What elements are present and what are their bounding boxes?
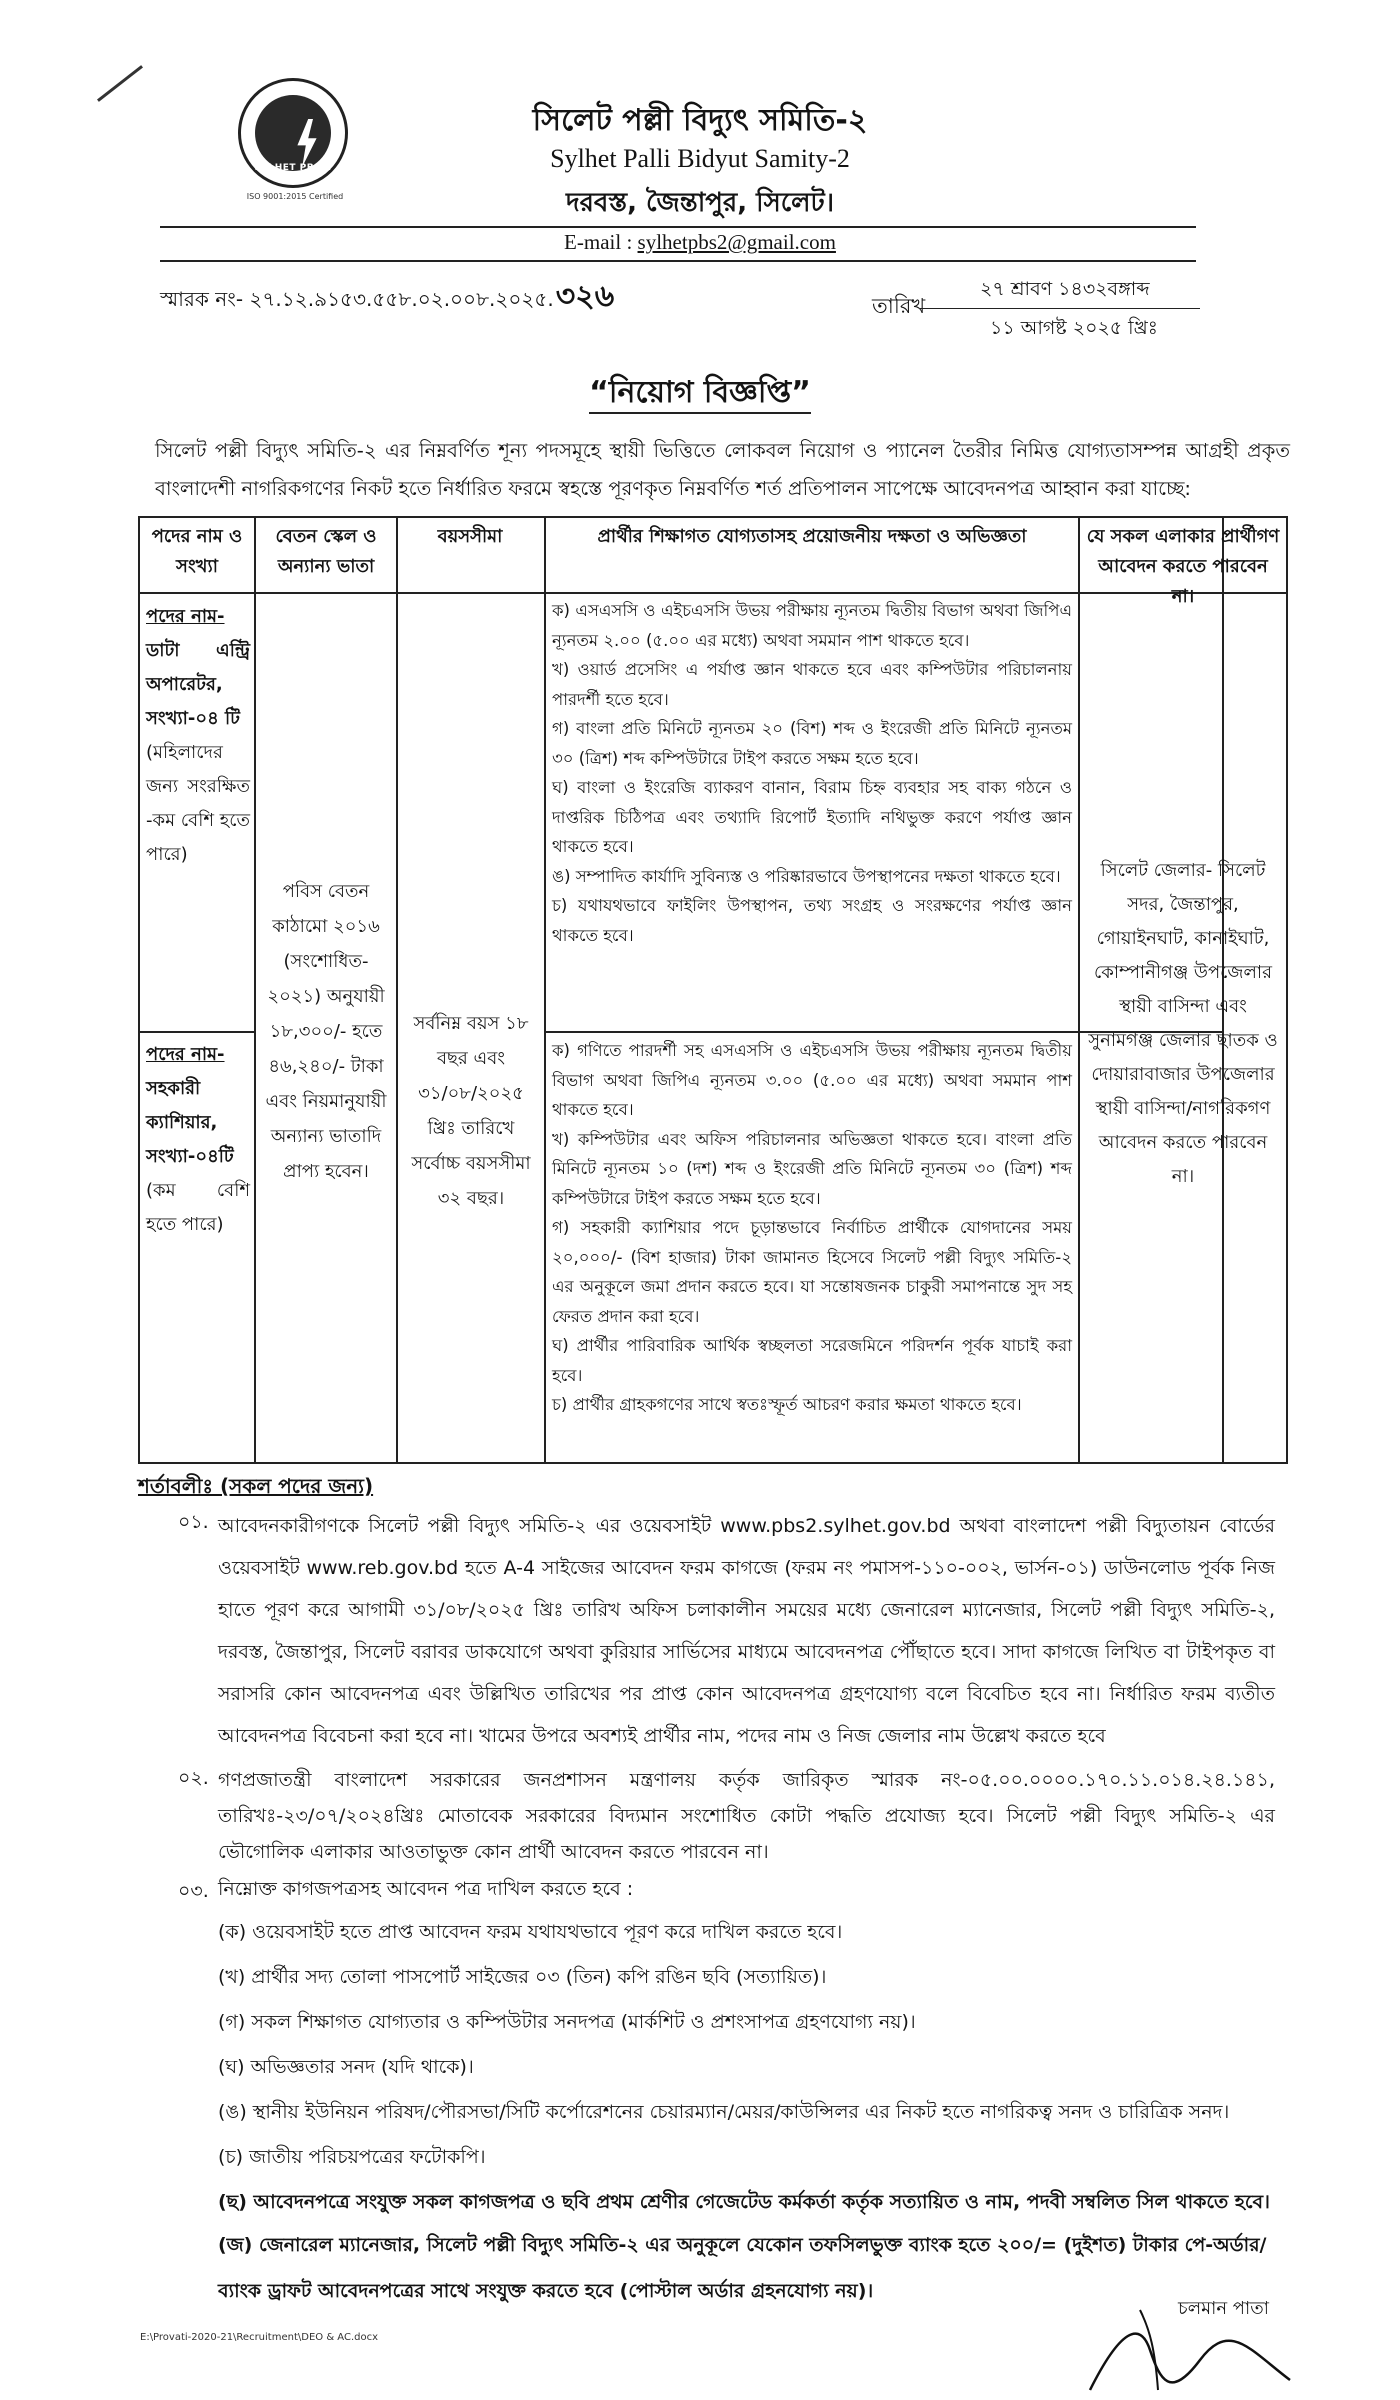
document-item: (চ) জাতীয় পরিচয়পত্রের ফটোকপি। — [218, 2146, 486, 2168]
intro-paragraph: সিলেট পল্লী বিদ্যুৎ সমিতি-২ এর নিম্নবর্ণিত শূন্য পদসমূহে স্থায়ী ভিত্তিতে লোকবল নিয়োগ ও প্যানেল তৈরীর নিমিত্ত যোগ্যতাসম্পন্ন আগ্রহী প্রকৃত বাংলাদেশী নাগরিকগণের নিকট হতে নির্ধারিত ফরমে স্বহস্তে পূরণকৃত নিম্নবর্ণিত শর্ত প্রতিপালন সাপেক্ষে আবেদনপত্র আহ্বান করা যাচ্ছে: — [155, 439, 1290, 500]
condition-text: নিম্নোক্ত কাগজপত্রসহ আবেদন পত্র দাখিল করতে হবে : — [218, 1878, 634, 1900]
post-count: সংখ্যা-০৪ টি — [146, 708, 240, 729]
document-item: (ছ) আবেদনপত্রে সংযুক্ত সকল কাগজপত্র ও ছবি প্রথম শ্রেণীর গেজেটেড কর্মকর্তা কর্তৃক সত্যায়িত ও নাম, পদবী সম্বলিত সিল থাকতে হবে। — [218, 2191, 1270, 2213]
table-border-left — [138, 516, 140, 1464]
requirement-item: ক) এসএসসি ও এইচএসসি উভয় পরীক্ষায় ন্যূনতম দ্বিতীয় বিভাগ অথবা জিপিএ ন্যূনতম ২.০০ (৫.০০ এর মধ্যে) অথবা সমমান পাশ থাকতে হবে। — [552, 601, 1072, 650]
email-line — [0, 230, 1400, 255]
header-divider-bottom — [160, 260, 1196, 262]
document-item: (গ) সকল শিক্ষাগত যোগ্যতার ও কম্পিউটার সনদপত্র (মার্কশিট ও প্রশংসাপত্র গ্রহণযোগ্য নয়)। — [218, 2011, 916, 2033]
requirements-data-entry — [552, 596, 1072, 950]
post-row-divider — [138, 1031, 254, 1033]
conditions-heading — [138, 1472, 373, 1505]
org-address: দরবস্ত, জৈন্তাপুর, সিলেট। — [565, 188, 835, 218]
header-salary: বেতন স্কেল ও অন্যান্য ভাতা — [275, 526, 377, 577]
post-name: সহকারী ক্যাশিয়ার, — [146, 1078, 218, 1133]
condition-number: ০৩. — [178, 1880, 209, 1902]
requirement-item: ঘ) প্রার্থীর পারিবারিক আর্থিক স্বচ্ছলতা সরেজমিনে পরিদর্শন পূর্বক যাচাই করা হবে। — [552, 1336, 1072, 1385]
header-post: পদের নাম ও সংখ্যা — [151, 526, 243, 577]
vacancy-table — [138, 516, 1288, 1464]
logo-text: SYLHET PBS 2 — [254, 163, 332, 173]
post-count: সংখ্যা-০৪টি — [146, 1146, 234, 1167]
condition-text: আবেদনকারীগণকে সিলেট পল্লী বিদ্যুৎ সমিতি-২ এর ওয়েবসাইট www.pbs2.sylhet.gov.bd অথবা বাংলাদেশ পল্লী বিদ্যুতায়ন বোর্ডের ওয়েবসাইট www.reb.gov.bd হতে A-4 সাইজের আবেদন ফরম কাগজে (ফরম নং পমাসপ-১১০-০০২, ভার্সন-০১) ডাউনলোড পূর্বক নিজ হাতে পূরণ করে আগামী ৩১/০৮/২০২৫ খ্রিঃ তারিখ অফিস চলাকালীন সময়ের মধ্যে জেনারেল ম্যানেজার, সিলেট পল্লী বিদ্যুৎ সমিতি-২, দরবস্ত, জৈন্তাপুর, সিলেট বরাবর ডাকযোগে অথবা কুরিয়ার সার্ভিসের মাধ্যমে আবেদনপত্র পৌঁছাতে হবে। সাদা কাগজে লিখিত বা টাইপকৃত বা সরাসরি কোন আবেদনপত্র এবং উল্লিখিত তারিখের পর প্রাপ্ত কোন আবেদনপত্র গ্রহণযোগ্য বলে বিবেচিত হবে না। নির্ধারিত ফরম ব্যতীত আবেদনপত্র বিবেচনা করা হবে না। খামের উপরে অবশ্যই প্রার্থীর নাম, পদের নাম ও নিজ জেলার নাম উল্লেখ করতে হবে — [218, 1515, 1275, 1747]
condition-number: ০১. — [178, 1511, 209, 1533]
post-note: (কম বেশি হতে পারে) — [146, 1180, 250, 1235]
condition-text: গণপ্রজাতন্ত্রী বাংলাদেশ সরকারের জনপ্রশাসন মন্ত্রণালয় কর্তৃক জারিকৃত স্মারক নং-০৫.০০.০০০০.১৭০.১১.০১৪.২৪.১৪১, তারিখঃ-২৩/০৭/২০২৪খ্রিঃ মোতাবেক সরকারের বিদ্যমান সংশোধিত কোটা পদ্ধতি প্রযোজ্য হবে। সিলেট পল্লী বিদ্যুৎ সমিতি-২ এর ভৌগোলিক এলাকার আওতাভুক্ত কোন প্রার্থী আবেদন করতে পারবেন না। — [218, 1769, 1275, 1863]
table-border-bottom — [138, 1462, 1288, 1464]
excluded-area-cell: সিলেট জেলার- সিলেট সদর, জৈন্তাপুর, গোয়াইনঘাট, কানাইঘাট, কোম্পানীগঞ্জ উপজেলার স্থায়ী বাসিন্দা এবং সুনামগঞ্জ জেলার ছাতক ও দোয়ারাবাজার উপজেলার স্থায়ী বাসিন্দা/নাগরিকগণ আবেদন করতে পারবেন না। — [1088, 860, 1278, 1187]
requirement-item: ক) গণিতে পারদর্শী সহ এসএসসি ও এইচএসসি উভয় পরীক্ষায় ন্যূনতম দ্বিতীয় বিভাগ অথবা জিপিএ ন্যূনতম ৩.০০ (৫.০০ এর মধ্যে) অথবা সমমান পাশ থাকতে হবে। — [552, 1041, 1072, 1119]
org-name-english: Sylhet Palli Bidyut Samity-2 — [550, 144, 850, 173]
salary-cell: পবিস বেতন কাঠামো ২০১৬ (সংশোধিত- ২০২১) অনুযায়ী ১৮,৩০০/- হতে ৪৬,২৪০/- টাকা এবং নিয়মানুযায়ী অন্যান্য ভাতাদি প্রাপ্য হবেন। — [265, 881, 387, 1182]
requirement-item: গ) সহকারী ক্যাশিয়ার পদে চূড়ান্তভাবে নির্বাচিত প্রার্থীকে যোগদানের সময় ২০,০০০/- (বিশ হাজার) টাকা জামানত হিসেবে সিলেট পল্লী বিদ্যুৎ সমিতি-২ এর অনুকূলে জমা প্রদান করতে হবে। যা সন্তোষজনক চাকুরী সমাপনান্তে সুদ সহ ফেরত প্রদান করা হবে। — [552, 1218, 1072, 1326]
document-item: (ঘ) অভিজ্ঞতার সনদ (যদি থাকে)। — [218, 2056, 474, 2078]
file-path: E:\Provati-2020-21\Recruitment\DEO & AC.docx — [140, 2332, 378, 2343]
header-excluded-area: যে সকল এলাকার প্রার্থীগণ আবেদন করতে পারবেন না। — [1086, 526, 1280, 607]
org-name-bangla: সিলেট পল্লী বিদ্যুৎ সমিতি-২ — [532, 103, 868, 138]
requirement-item: চ) প্রার্থীর গ্রাহকগণের সাথে স্বতঃস্ফূর্ত আচরণ করার ক্ষমতা থাকতে হবে। — [552, 1395, 1022, 1414]
requirement-item: চ) যথাযথভাবে ফাইলিং উপস্থাপন, তথ্য সংগ্রহ ও সংরক্ষণের পর্যাপ্ত জ্ঞান থাকতে হবে। — [552, 896, 1072, 945]
col-divider-2 — [396, 516, 398, 1464]
post-cell-data-entry — [146, 600, 250, 872]
conditions-heading-text: শর্তাবলীঃ (সকল পদের জন্য) — [138, 1474, 374, 1498]
condition-number: ০২. — [178, 1767, 209, 1789]
memo-handwritten-number: ৩২৬ — [555, 279, 615, 314]
email-label: E-mail : — [564, 230, 638, 254]
post-cell-assistant-cashier — [146, 1038, 250, 1242]
requirements-assistant-cashier — [552, 1036, 1072, 1420]
continued-page-note: চলমান পাতা — [1178, 2298, 1269, 2319]
post-label: পদের নাম- — [146, 1044, 225, 1065]
requirement-item: ঘ) বাংলা ও ইংরেজি ব্যাকরণ বানান, বিরাম চিহ্ন ব্যবহার সহ বাক্য গঠনে ও দাপ্তরিক চিঠিপত্র এবং তথ্যাদি রিপোর্ট ইত্যাদি নথিভুক্ত করণে পর্যাপ্ত জ্ঞান থাকতে হবে। — [552, 778, 1072, 856]
table-border-top — [138, 516, 1288, 518]
date-divider — [920, 308, 1200, 309]
email-link[interactable]: sylhetpbs2@gmail.com — [637, 230, 836, 254]
post-name: ডাটা এন্ট্রি অপারেটর, — [146, 640, 250, 695]
document-item: (জ) জেনারেল ম্যানেজার, সিলেট পল্লী বিদ্যুৎ সমিতি-২ এর অনুকূলে যেকোন তফসিলভুক্ত ব্যাংক হতে ২০০/= (দুইশত) টাকার পে-অর্ডার/ব্যাংক ড্রাফট আবেদনপত্রের সাথে সংযুক্ত করতে হবে (পোস্টাল অর্ডার গ্রহনযোগ্য নয়)। — [218, 2234, 1267, 2302]
document-item: (ঙ) স্থানীয় ইউনিয়ন পরিষদ/পৌরসভা/সিটি কর্পোরেশনের চেয়ারম্যান/মেয়র/কাউন্সিলর এর নিকট হতে নাগরিকত্ব সনদ ও চারিত্রিক সনদ। — [218, 2101, 1230, 2123]
post-label: পদের নাম- — [146, 606, 225, 627]
col-divider-3 — [544, 516, 546, 1464]
iso-certification: ISO 9001:2015 Certified — [246, 192, 344, 201]
signature-mark — [1080, 2290, 1300, 2400]
memo-reference — [160, 272, 614, 323]
header-qualification: প্রার্থীর শিক্ষাগত যোগ্যতাসহ প্রয়োজনীয় দক্ষতা ও অভিজ্ঞতা — [597, 526, 1027, 547]
header-divider-top — [160, 226, 1196, 228]
table-border-right — [1286, 516, 1288, 1464]
age-cell: সর্বনিম্ন বয়স ১৮ বছর এবং ৩১/০৮/২০২৫ খ্রিঃ তারিখে সর্বোচ্চ বয়সসীমা ৩২ বছর। — [411, 1013, 531, 1209]
date-gregorian: ১১ আগষ্ট ২০২৫ খ্রিঃ — [990, 317, 1158, 339]
memo-number: স্মারক নং- ২৭.১২.৯১৫৩.৫৫৮.০২.০০৮.২০২৫. — [160, 287, 554, 311]
document-item: (খ) প্রার্থীর সদ্য তোলা পাসপোর্ট সাইজের ০৩ (তিন) কপি রঙিন ছবি (সত্যায়িত)। — [218, 1966, 827, 1988]
date-bangla: ২৭ শ্রাবণ ১৪৩২বঙ্গাব্দ — [980, 278, 1150, 300]
notice-title — [0, 368, 1400, 419]
date-label: তারিখ — [872, 294, 926, 318]
col-divider-1 — [254, 516, 256, 1464]
requirement-item: খ) ওয়ার্ড প্রসেসিং এ পর্যাপ্ত জ্ঞান থাকতে হবে এবং কম্পিউটার পরিচালনায় পারদর্শী হতে হবে। — [552, 660, 1072, 709]
requirement-item: ঙ) সম্পাদিত কার্যাদি সুবিন্যস্ত ও পরিষ্কারভাবে উপস্থাপনের দক্ষতা থাকতে হবে। — [552, 866, 1061, 886]
requirement-item: গ) বাংলা প্রতি মিনিটে ন্যূনতম ২০ (বিশ) শব্দ ও ইংরেজী প্রতি মিনিটে ন্যূনতম ৩০ (ত্রিশ) শব্দ কম্পিউটারে টাইপ করতে সক্ষম হতে হবে। — [552, 719, 1072, 768]
notice-title-text: “নিয়োগ বিজ্ঞপ্তি” — [589, 375, 811, 414]
col-divider-4 — [1078, 516, 1080, 1464]
requirement-item: খ) কম্পিউটার এবং অফিস পরিচালনার অভিজ্ঞতা থাকতে হবে। বাংলা প্রতি মিনিটে ন্যূনতম ১০ (দশ) শব্দ ও ইংরেজী প্রতি মিনিটে ন্যূনতম ৩০ (ত্রিশ) শব্দ কম্পিউটারে টাইপ করতে সক্ষম হতে হবে। — [552, 1129, 1072, 1208]
document-item: (ক) ওয়েবসাইট হতে প্রাপ্ত আবেদন ফরম যথাযথভাবে পূরণ করে দাখিল করতে হবে। — [218, 1921, 843, 1943]
header-age: বয়সসীমা — [437, 526, 503, 547]
post-note: (মহিলাদের জন্য সংরক্ষিত -কম বেশি হতে পারে) — [146, 742, 250, 865]
